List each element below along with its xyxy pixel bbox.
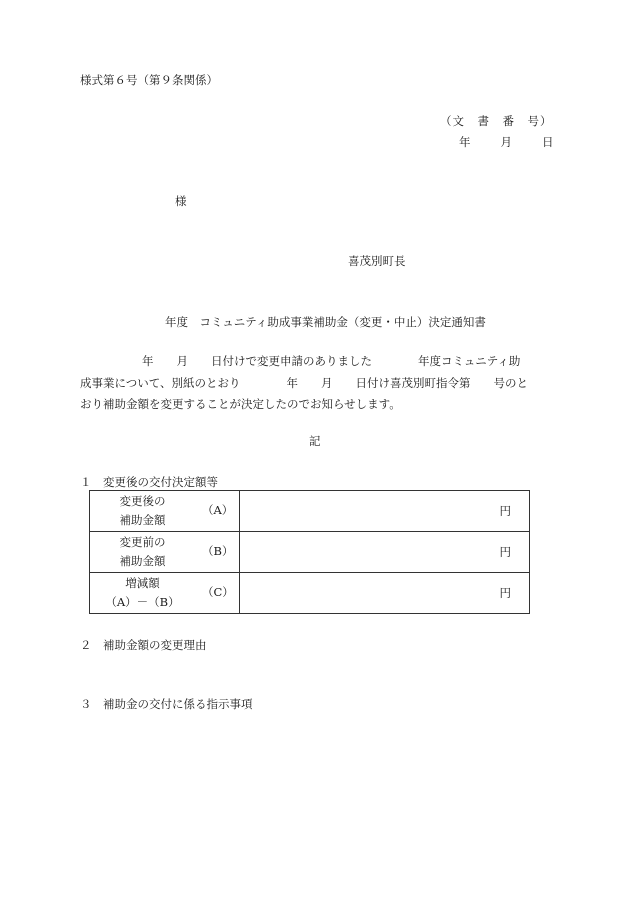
date-year: 年 xyxy=(459,135,471,149)
table-row xyxy=(90,532,530,573)
row-code: （A） xyxy=(202,503,234,517)
amount-input-cell[interactable] xyxy=(240,573,530,614)
yen-unit: 円 xyxy=(499,586,511,600)
section-1-heading: １ 変更後の交付決定額等 xyxy=(80,475,218,489)
document-title: 年度 コミュニティ助成事業補助金（変更・中止）決定通知書 xyxy=(165,315,486,329)
section-3-heading: ３ 補助金の交付に係る指示事項 xyxy=(80,697,253,711)
yen-unit: 円 xyxy=(499,504,511,518)
date-day: 日 xyxy=(542,135,554,149)
table-row xyxy=(90,491,530,532)
sender: 喜茂別町長 xyxy=(348,254,406,268)
form-label: 様式第６号（第９条関係） xyxy=(80,73,218,87)
amount-input-cell[interactable] xyxy=(240,491,530,532)
date-month: 月 xyxy=(500,135,512,149)
row-label: 変更後の 補助金額 xyxy=(119,494,166,527)
row-label-cell xyxy=(90,532,240,573)
row-label: 増減額 （A）－（B） xyxy=(105,576,180,609)
body-line-3: おり補助金額を変更することが決定したのでお知らせします。 xyxy=(80,397,401,411)
date-line xyxy=(459,134,554,150)
addressee-suffix: 様 xyxy=(175,194,187,208)
section-2-heading: ２ 補助金額の変更理由 xyxy=(80,638,207,652)
row-code: （C） xyxy=(202,585,234,599)
table-row xyxy=(90,573,530,614)
document-number: （文 書 番 号） xyxy=(440,114,553,128)
body-line-2: 成事業について、別紙のとおり 年 月 日付け喜茂別町指令第 号のと xyxy=(80,375,529,390)
yen-unit: 円 xyxy=(499,545,511,559)
body-text xyxy=(80,351,550,416)
ki-heading: 記 xyxy=(309,434,321,448)
row-label-cell xyxy=(90,573,240,614)
amount-table xyxy=(89,490,530,614)
body-line-1: 年 月 日付けで変更申請のありました 年度コミュニティ助 xyxy=(142,354,521,368)
row-label-cell xyxy=(90,491,240,532)
row-code: （B） xyxy=(202,544,234,558)
row-label: 変更前の 補助金額 xyxy=(119,535,166,568)
amount-input-cell[interactable] xyxy=(240,532,530,573)
